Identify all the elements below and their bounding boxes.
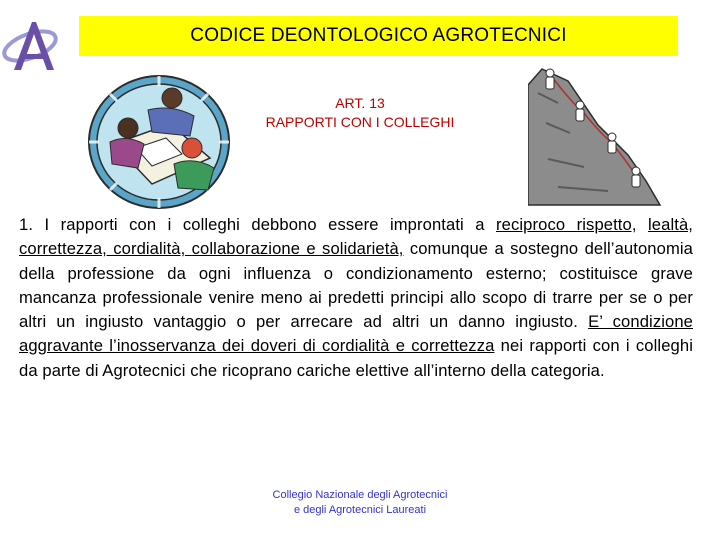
agrotecnici-logo-icon (0, 14, 64, 74)
body-intro: 1. I rapporti con i colleghi debbono essere improntati a (19, 215, 497, 234)
title-text: CODICE DEONTOLOGICO AGROTECNICI (190, 25, 567, 46)
article-heading (240, 94, 480, 132)
body-underline-reciproco-rispetto: reciproco rispetto, (496, 215, 637, 234)
body-space (637, 215, 648, 234)
body-middle: comunque a sostegno dell’autonomia della professione da ogni influenza o condizionamento esterno; costituisce grave mancanza professionale venire meno ai predetti principi allo scopo di trarre per se o per altri un ingiusto vantaggio o per arrecare ad altri un danno ingiusto. (19, 239, 693, 332)
page-title (79, 16, 678, 56)
meeting-colleagues-illustration (86, 72, 232, 212)
footer-line-2: e degli Agrotecnici Laureati (293, 504, 427, 516)
footer-line-1: Collegio Nazionale degli Agrotecnici (272, 489, 448, 501)
article-body (19, 213, 693, 383)
body-underline-virtues: lealtà, correttezza, cordialità, collaborazione e solidarietà, (19, 215, 693, 259)
body-end: nei rapporti con i colleghi da parte di Agrotecnici che ricoprano cariche elettive all’interno della categoria. (19, 336, 693, 380)
article-subtitle: RAPPORTI CON I COLLEGHI (265, 114, 455, 130)
article-number: ART. 13 (335, 95, 385, 111)
mountain-climbers-rope-illustration (528, 63, 662, 208)
body-underline-aggravante: E’ condizione aggravante l’inosservanza dei doveri di cordialità e correttezza (19, 312, 693, 356)
footer-credit (230, 488, 490, 518)
